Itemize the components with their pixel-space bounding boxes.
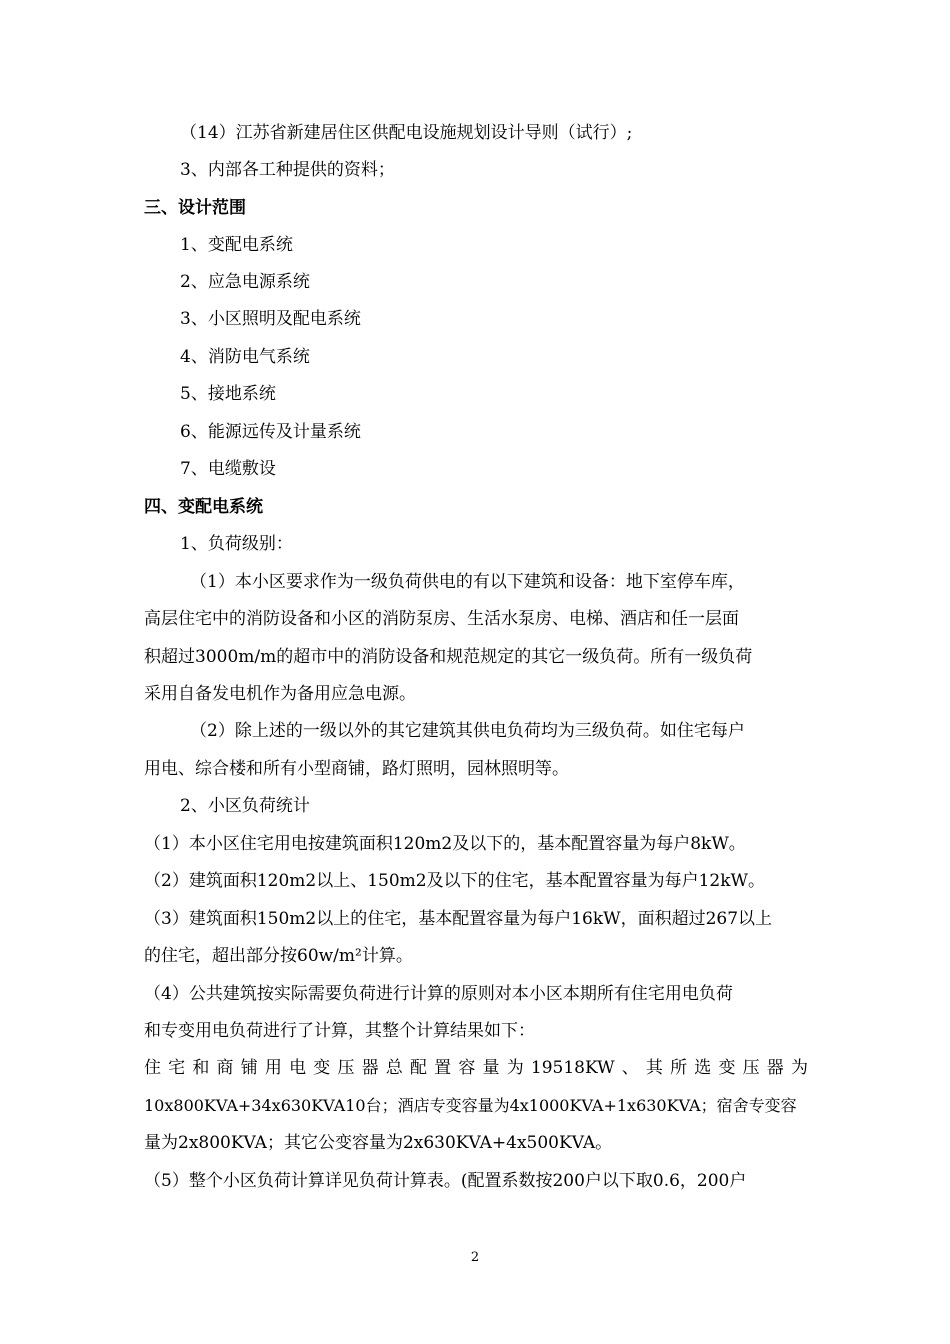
subheading-load-level: 1、负荷级别： (180, 534, 293, 554)
paragraph-line: 用电、综合楼和所有小型商铺，路灯照明，园林照明等。 (144, 759, 569, 779)
ref-item-3: 3、内部各工种提供的资料； (180, 160, 395, 180)
paragraph-line: （2）建筑面积120m2以上、150m2及以下的住宅，基本配置容量为每户12kW。 (144, 871, 765, 891)
paragraph-line: 高层住宅中的消防设备和小区的消防泵房、生活水泵房、电梯、酒店和任一层面 (144, 609, 739, 629)
paragraph-line: （1）本小区住宅用电按建筑面积120m2及以下的，基本配置容量为每户8kW。 (144, 834, 746, 854)
section-heading-distribution: 四、变配电系统 (144, 497, 263, 517)
paragraph-line: 积超过3000m/m的超市中的消防设备和规范规定的其它一级负荷。所有一级负荷 (144, 647, 753, 667)
scope-item-5: 5、接地系统 (180, 384, 276, 404)
paragraph-line: 住宅和商铺用电变压器总配置容量为19518KW、其所选变压器为 (144, 1058, 808, 1078)
scope-item-3: 3、小区照明及配电系统 (180, 309, 361, 329)
paragraph-line: （1）本小区要求作为一级负荷供电的有以下建筑和设备：地下室停车库， (190, 572, 745, 592)
section-heading-design-scope: 三、设计范围 (144, 198, 246, 218)
scope-item-4: 4、消防电气系统 (180, 347, 310, 367)
scope-item-6: 6、能源远传及计量系统 (180, 422, 361, 442)
page-number: 2 (470, 1250, 480, 1265)
paragraph-line: 采用自备发电机作为备用应急电源。 (144, 684, 416, 704)
scope-item-7: 7、电缆敷设 (180, 459, 276, 479)
paragraph-line: 10x800KVA+34x630KVA10台；酒店专变容量为4x1000KVA+1x630KVA；宿舍专变容 (144, 1096, 797, 1115)
paragraph-line: 和专变用电负荷进行了计算，其整个计算结果如下： (144, 1021, 535, 1041)
paragraph-line: 的住宅，超出部分按60w/m²计算。 (144, 946, 413, 966)
paragraph-line: （2）除上述的一级以外的其它建筑其供电负荷均为三级负荷。如住宅每户 (190, 721, 745, 741)
ref-item-14: （14）江苏省新建居住区供配电设施规划设计导则（试行）; (180, 123, 633, 143)
subheading-load-stats: 2、小区负荷统计 (180, 796, 310, 816)
paragraph-line: （4）公共建筑按实际需要负荷进行计算的原则对本小区本期所有住宅用电负荷 (144, 984, 733, 1004)
paragraph-line: 量为2x800KVA；其它公变容量为2x630KVA+4x500KVA。 (144, 1133, 613, 1153)
paragraph-line: （5）整个小区负荷计算详见负荷计算表。(配置系数按200户以下取0.6，200户 (144, 1171, 747, 1191)
scope-item-1: 1、变配电系统 (180, 235, 293, 255)
scope-item-2: 2、应急电源系统 (180, 272, 310, 292)
paragraph-line: （3）建筑面积150m2以上的住宅，基本配置容量为每户16kW，面积超过267以上 (144, 909, 773, 929)
